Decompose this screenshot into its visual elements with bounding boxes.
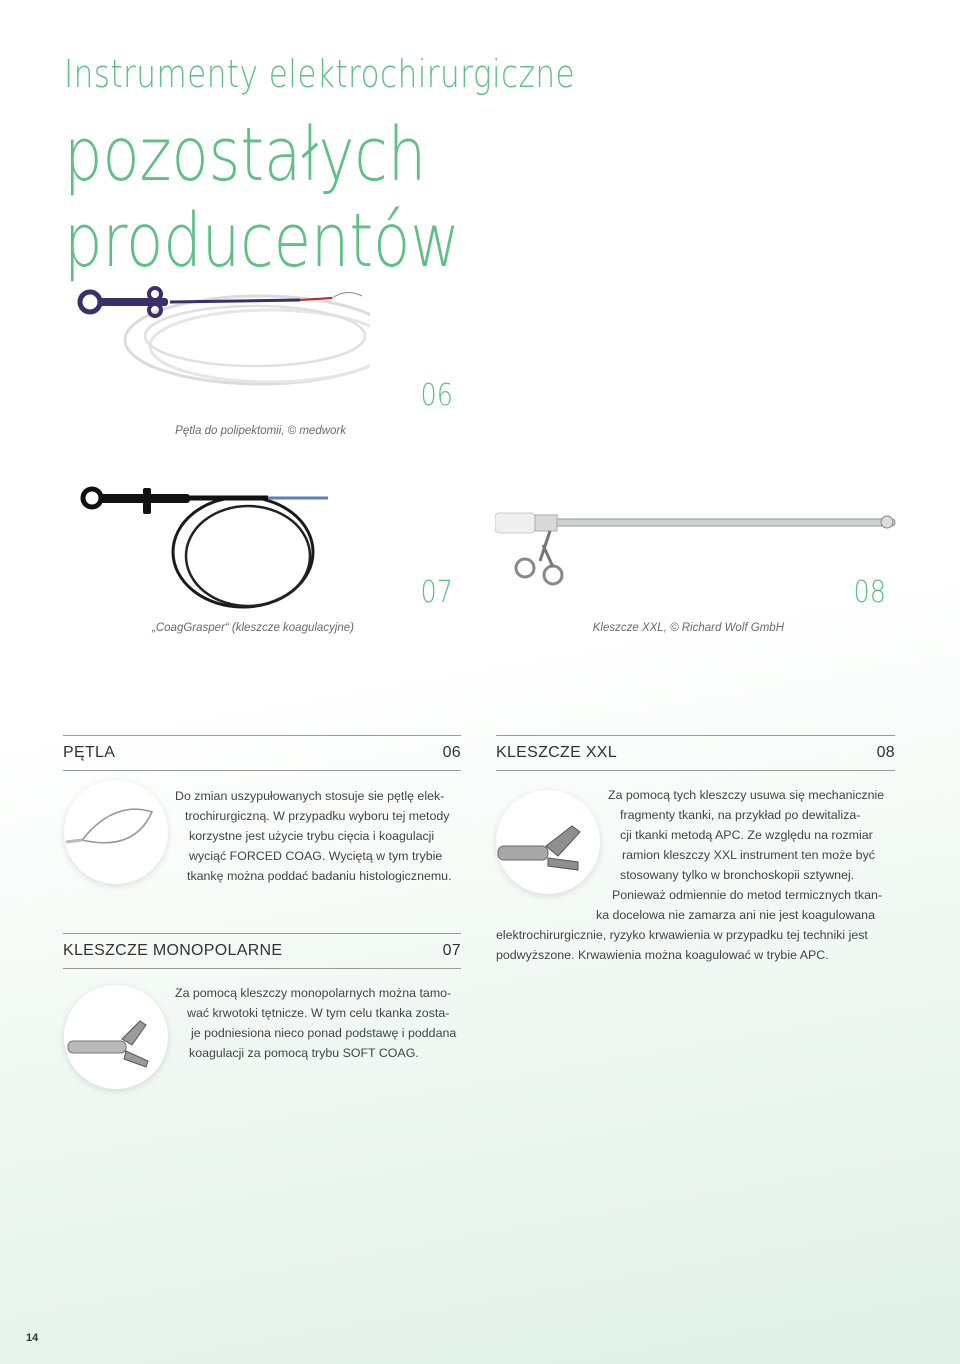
section-body-petla	[175, 786, 462, 886]
section-body-monopolarne	[175, 983, 462, 1063]
text-line: je podniesiona nieco ponad podstawę i poddana	[191, 1026, 457, 1040]
section-number-xxl: 08	[876, 744, 895, 761]
section-title-monopolarne: KLESZCZE MONOPOLARNE	[63, 942, 283, 959]
text-line: wyciąć FORCED COAG. Wyciętą w tym trybie	[189, 849, 443, 863]
text-line: cji tkanki metodą APC. Ze względu na rozmiar	[620, 828, 873, 842]
section-number-petla: 06	[442, 744, 461, 761]
section-title-petla: PĘTLA	[63, 744, 116, 761]
text-line: koagulacji za pomocą trybu SOFT COAG.	[189, 1046, 419, 1060]
section-number-monopolarne: 07	[442, 942, 461, 959]
text-line: trochirurgiczną. W przypadku wyboru tej metody	[185, 809, 450, 823]
product-number-06: 06	[420, 378, 453, 413]
text-line: tkankę można poddać badaniu histologicznemu.	[187, 869, 452, 883]
monopolar-forceps-image	[64, 985, 168, 1089]
text-line: wać krwotoki tętnicze. W tym celu tkanka zosta-	[187, 1006, 450, 1020]
section-title-xxl: KLESZCZE XXL	[496, 744, 617, 761]
text-line: Ponieważ odmiennie do metod termicznych tkan-	[612, 888, 882, 902]
product-caption-08: Kleszcze XXL, © Richard Wolf GmbH	[592, 622, 784, 634]
page-number: 14	[26, 1332, 39, 1344]
snare-loop-icon	[70, 280, 370, 400]
text-line: Za pomocą tych kleszczy usuwa się mechanicznie	[608, 788, 885, 802]
text-line: fragmenty tkanki, na przykład po dewitaliza-	[620, 808, 861, 822]
coag-grasper-icon	[78, 480, 338, 610]
text-line: korzystne jest użycie trybu cięcia i koagulacji	[189, 829, 435, 843]
product-number-07: 07	[420, 575, 453, 610]
page-title: pozostałych producentów	[64, 112, 460, 284]
text-line: Do zmian uszypułowanych stosuje sie pętlę elek-	[175, 789, 445, 803]
snare-detail-image	[64, 780, 168, 884]
product-caption-07: „CoagGrasper“ (kleszcze koagulacyjne)	[152, 622, 354, 634]
page-supertitle: Instrumenty elektrochirurgiczne	[64, 52, 576, 96]
text-line: elektrochirurgicznie, ryzyko krwawienia w przypadku tej techniki jest	[496, 928, 868, 942]
section-header-monopolarne	[63, 933, 461, 969]
text-line: podwyższone. Krwawienia można koagulować w trybie APC.	[496, 948, 829, 962]
section-header-xxl	[496, 735, 895, 771]
product-number-08: 08	[853, 575, 886, 610]
text-line: ramion kleszczy XXL instrument ten może być	[622, 848, 875, 862]
text-line: stosowany tylko w bronchoskopii sztywnej.	[620, 868, 855, 882]
text-line: Za pomocą kleszczy monopolarnych można tamo-	[175, 986, 452, 1000]
section-header-petla	[63, 735, 461, 771]
text-line: ka docelowa nie zamarza ani nie jest koagulowana	[596, 908, 875, 922]
product-caption-06: Pętla do polipektomii, © medwork	[175, 425, 346, 437]
section-body-xxl	[496, 785, 896, 965]
